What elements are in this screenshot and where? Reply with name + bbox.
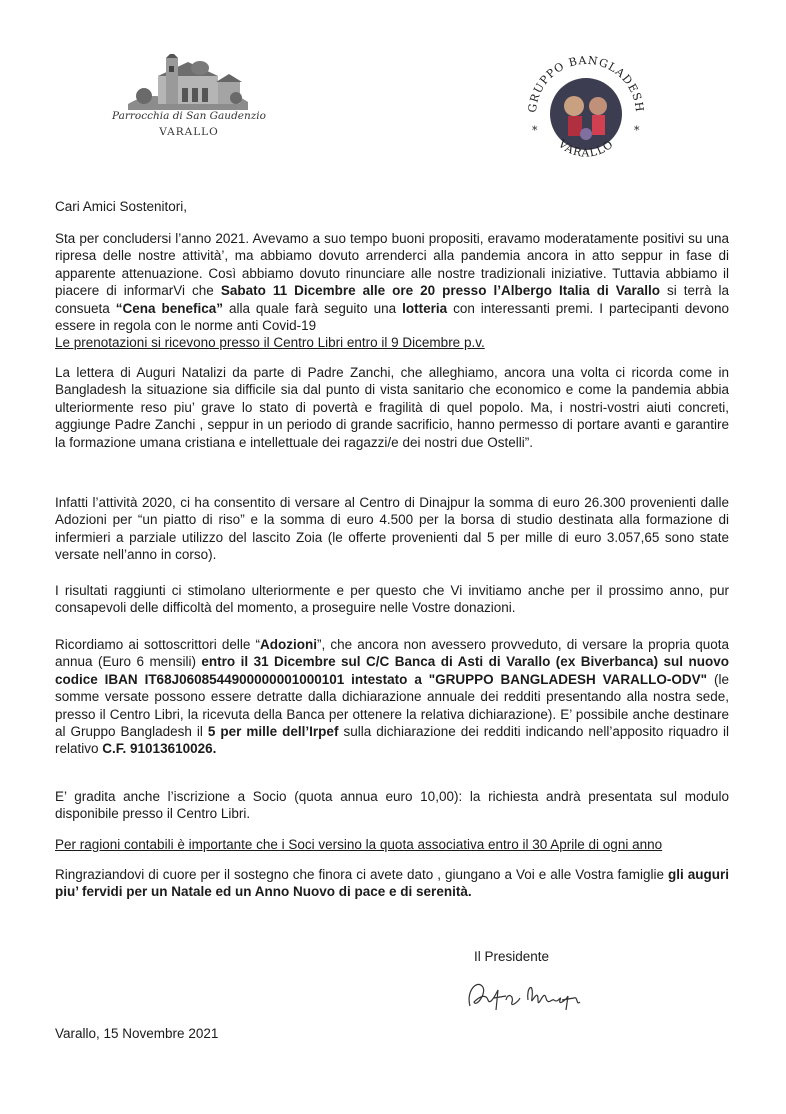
parish-name: Parrocchia di San Gaudenzio [112, 110, 266, 122]
star-right-icon: * [634, 124, 640, 137]
paragraph-greetings: Ringraziandovi di cuore per il sostegno che finora ci avete dato , giungano a Voi e alle Vostra famiglie gli auguri piu’ fervidi per un Natale ed un Anno Nuovo di pace e di serenità. [55, 867, 729, 900]
group-town-arc: VARALLO [555, 137, 617, 160]
signature-title: Il Presidente [474, 949, 550, 964]
tax-code: C.F. 91013610026. [102, 741, 217, 757]
date-line: Varallo, 15 Novembre 2021 [55, 1026, 219, 1041]
parish-town: VARALLO [159, 126, 219, 138]
paragraph-adoptions: Ricordiamo ai sottoscrittori delle “Adozioni”, che ancora non avessero provveduto, di versare la propria quota annua (Euro 6 mensili) entro il 31 Dicembre sul C/C Banca di Asti di Varallo (ex Biverbanca) sul nuovo codice IBAN IT68J0608544900000001000101 intestato a "GRUPPO BANGLADESH VARALLO-ODV" (le somme versate possono essere detratte dalla dichiarazione annuale dei redditi presentando alla nostra sede, presso il Centro Libri, la ricevuta della Banca per ottenere la relativa dichiarazione). E’ possibile anche destinare al Gruppo Bangladesh il 5 per mille dell’Irpef sulla dichiarazione dei redditi indicando nell’apposito riquadro il relativo C.F. 91013610026. [55, 637, 729, 757]
paragraph-dinner: Sta per concludersi l’anno 2021. Avevamo a suo tempo buoni propositi, eravamo moderatamente positivi su una ripresa delle nostre attività’, ma abbiamo dovuto arrenderci alla pandemia ancora in atto seppur in fase di apparente attenuazione. Così abbiamo dovuto rinunciare alle nostre tradizionali iniziative. Tuttavia abbiamo il piacere di informarVi che Sabato 11 Dicembre alle ore 20 presso l’Albergo Italia di Varallo si terrà la consueta “Cena benefica” alla quale farà seguito una lotteria con interessanti premi. I partecipanti devono essere in regola con le norme anti Covid-19 Le prenotazioni si ricevono presso il Centro Libri entro il 9 Dicembre p.v. [55, 231, 729, 351]
paragraph-membership: E’ gradita anche l’iscrizione a Socio (quota annua euro 10,00): la richiesta andrà presentata sul modulo disponibile presso il Centro Libri. [55, 789, 729, 822]
group-logo [520, 50, 652, 170]
reservation-note: Le prenotazioni si ricevono presso il Centro Libri entro il 9 Dicembre p.v. [55, 335, 485, 351]
paragraph-accounting-note: Per ragioni contabili è importante che i Soci versino la quota associativa entro il 30 Aprile di ogni anno [55, 837, 663, 852]
paragraph-results: I risultati raggiunti ci stimolano ulteriormente e per questo che Vi invitiamo anche per il prossimo anno, pur consapevoli delle difficoltà del momento, a proseguire nelle Vostre donazioni. [55, 583, 729, 616]
paragraph-padre-zanchi: La lettera di Auguri Natalizi da parte di Padre Zanchi, che alleghiamo, ancora una volta ci ricorda come in Bangladesh la situazione sia difficile sia dal punto di vista sanitario che economico e come la pandemia abbia ulteriormente reso piu’ grave lo stato di povertà e fragilità di quel popolo. Ma, i nostri-vostri aiuti concreti, aggiunge Padre Zanchi , seppur in un periodo di grande sacrificio, hanno permesso di portare avanti e garantire la formazione umana cristiana e intellettuale dei ragazzi/e dei nostri due Ostelli”. [55, 365, 729, 450]
parish-logo [104, 54, 274, 154]
salutation: Cari Amici Sostenitori, [55, 199, 188, 214]
church-illustration-icon [128, 54, 248, 110]
group-name-arc: GRUPPO BANGLADESH [525, 53, 647, 114]
star-left-icon: * [532, 124, 538, 137]
paragraph-activity-2020: Infatti l’attività 2020, ci ha consentito di versare al Centro di Dinajpur la somma di euro 26.300 provenienti dalle Adozioni per “un piatto di riso” e la somma di euro 4.500 per la borsa di studio destinata alla formazione di infermieri a parziale utilizzo del lascito Zoia (le offerte provenienti dal 5 per mille di euro 3.057,65 sono state versate nell’anno in corso). [55, 495, 729, 563]
handwritten-signature [462, 970, 592, 1025]
iban-details: entro il 31 Dicembre sul C/C Banca di Asti di Varallo (ex Biverbanca) sul nuovo codice IBAN IT68J0608544900000001000101 intestato a "GRUPPO BANGLADESH VARALLO-ODV" [55, 654, 729, 687]
